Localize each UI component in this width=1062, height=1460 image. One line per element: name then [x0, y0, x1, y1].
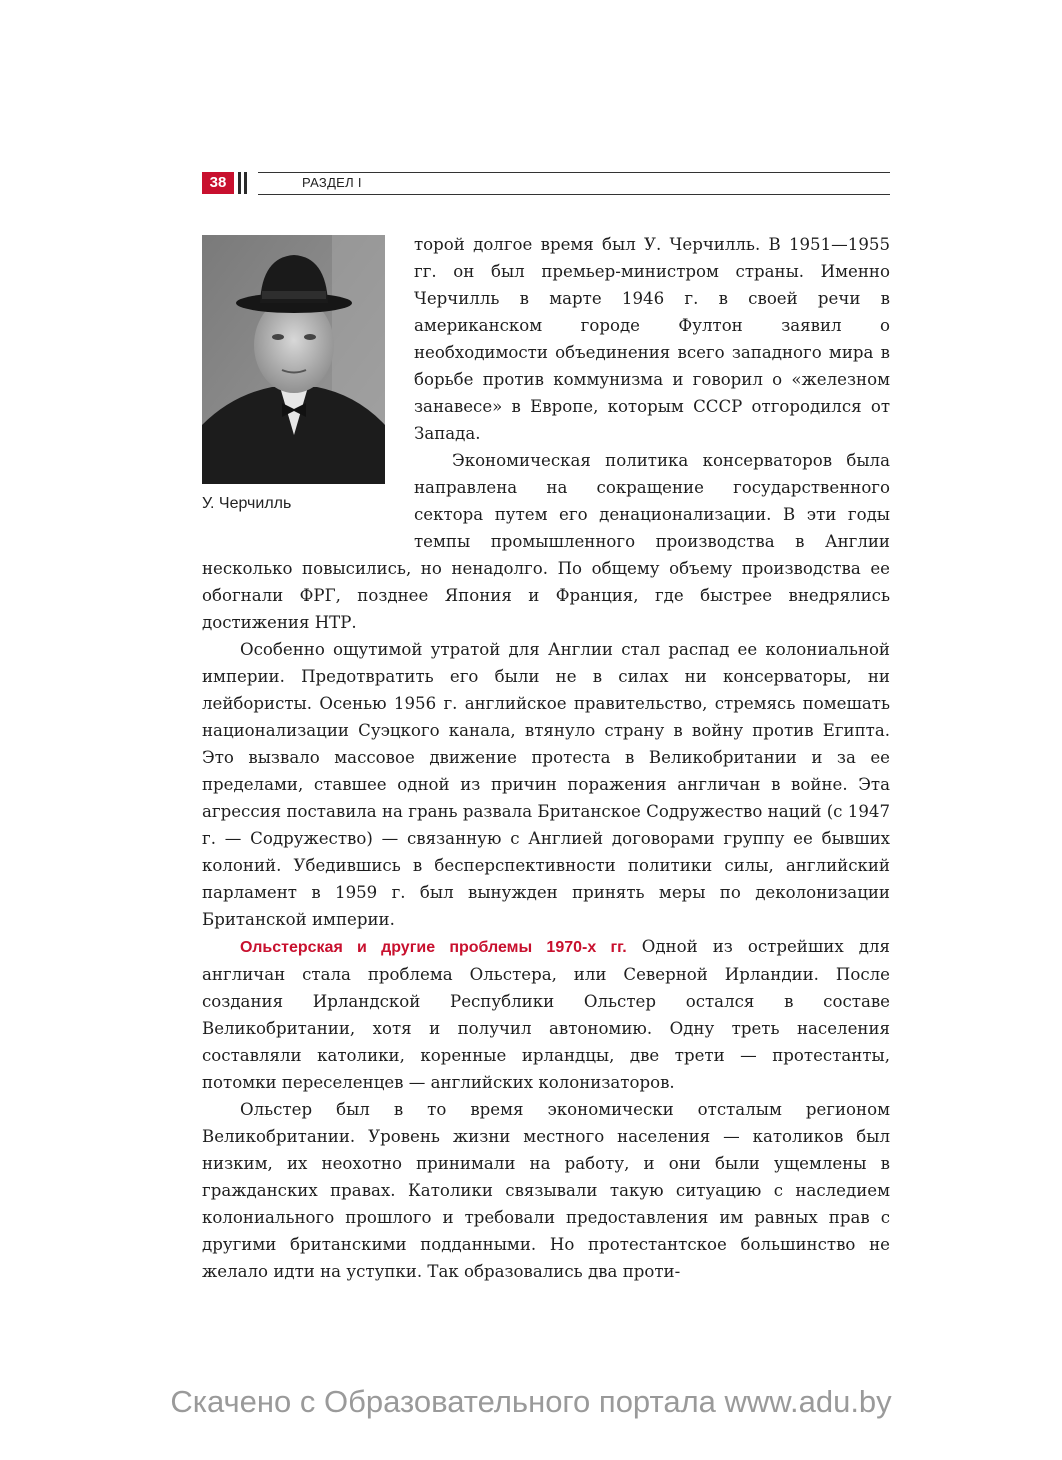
section-heading: Ольстерская и другие проблемы 1970-х гг. [240, 939, 627, 956]
header-bar [244, 172, 247, 194]
section-title: РАЗДЕЛ I [302, 175, 362, 190]
running-header [202, 172, 890, 196]
paragraph: Экономическая политика консерваторов была направлена на сокращение государственного сектора путем его денационализации. В эти годы темпы промышленного производства в Англии несколько повысились, но ненадолго. По общему объему производства ее обогнали ФРГ, позднее Япония и Франция, где быстрее внедрялись достижения НТР. [202, 451, 890, 632]
paragraph-text: Одной из острейших для англичан стала проблема Ольстера, или Северной Ирландии. После создания Ирландской Республики Ольстер остался в составе Великобритании, хотя и получил автономию. Одну треть населения составляли католики, коренные ирландцы, две трети — протестанты, потомки переселенцев — английских колонизаторов. [202, 937, 891, 1092]
watermark: Скачено с Образовательного портала www.adu.by [170, 1384, 892, 1419]
header-rule [258, 172, 890, 173]
paragraph: Особенно ощутимой утратой для Англии стал распад ее колониальной империи. Предотвратить его были не в силах ни консерваторы, ни лейбористы. Осенью 1956 г. английское правительство, стремясь помешать национализации Суэцкого канала, втянуло страну в войну против Египта. Это вызвало массовое движение протеста в Великобритании и за ее пределами, ставшее одной из причин поражения англичан в войне. Эта агрессия поставила на грань развала Британское Содружество наций (с 1947 г. — Содружество) — связанную с Англией договорами группу ее бывших колоний. Убедившись в бесперспективности политики силы, английский парламент в 1959 г. был вынужден принять меры по деколонизации Британской империи. [202, 640, 890, 929]
photo-caption: У. Черчилль [202, 495, 292, 512]
header-rule [258, 194, 890, 195]
page-number: 38 [202, 172, 234, 194]
body-text [202, 231, 890, 1285]
paragraph: торой долгое время был У. Черчилль. В 1951—1955 гг. он был премьер-министром страны. Именно Черчилль в марте 1946 г. в своей речи в американском городе Фултон заявил о необходимости объединения всего западного мира в борьбе против коммунизма и говорил о «железном занавесе» в Европе, которым СССР отгородился от Запада. [414, 235, 890, 443]
paragraph [202, 933, 890, 1096]
paragraph: Ольстер был в то время экономически отсталым регионом Великобритании. Уровень жизни местного населения — католиков был низким, их неохотно принимали на работу, и они были ущемлены в гражданских правах. Католики связывали такую ситуацию с наследием колониального прошлого и требовали предоставления им равных прав с другими британскими подданными. Но протестантское большинство не желало идти на уступки. Так образовались два проти- [202, 1100, 890, 1281]
header-bar [238, 172, 241, 194]
